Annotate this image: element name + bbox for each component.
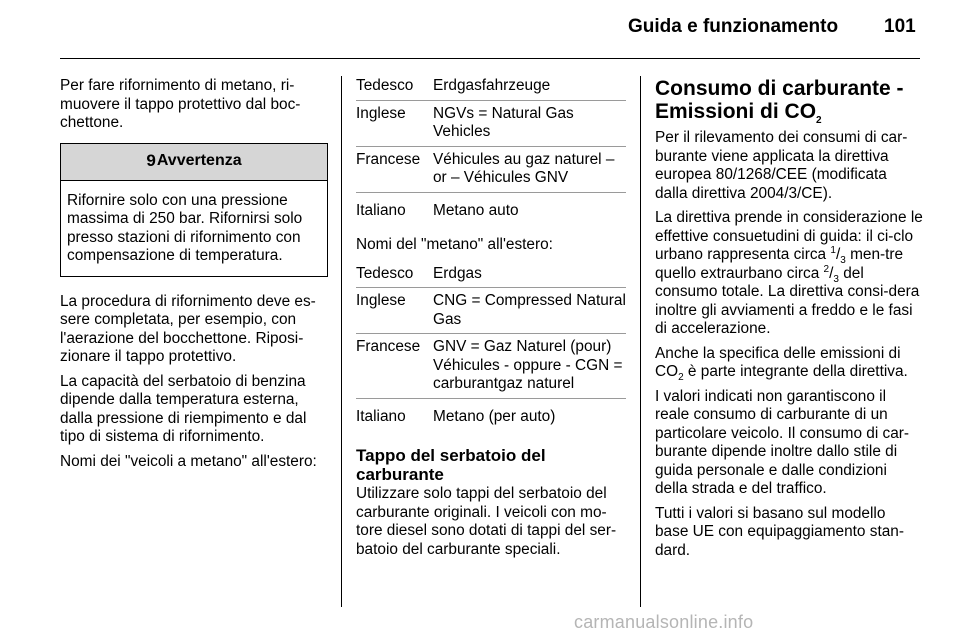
column-left <box>60 77 328 477</box>
paragraph-gas-names: Nomi del "metano" all'estero: <box>356 236 553 253</box>
table-value: Erdgasfahrzeuge <box>433 77 551 94</box>
table-lang: Inglese <box>356 104 406 122</box>
page-header-title: Guida e funzionamento <box>628 16 839 37</box>
fraction-denominator: 3 <box>840 255 846 267</box>
table-lang: Francese <box>356 150 421 168</box>
text-run: La direttiva prende in considerazione le effettive consuetudini di guida: il ci-clo urbano rappresenta circa <box>655 209 923 263</box>
gas-names-table <box>356 261 626 431</box>
vehicle-names-table <box>356 73 626 224</box>
table-row <box>356 101 626 146</box>
warning-icon: 9 <box>146 151 156 171</box>
warning-text: Rifornire solo con una pressione massima di 250 bar. Rifornirsi solo presso stazioni di rifornimento con compensazione di temperatura. <box>67 191 303 264</box>
table-lang: Inglese <box>356 292 406 309</box>
table-lang: Italiano <box>356 201 406 219</box>
column-right <box>655 77 923 566</box>
table-row <box>356 147 626 192</box>
fraction-denominator: 3 <box>833 273 839 285</box>
fraction-numerator: 2 <box>823 263 830 275</box>
paragraph-disclaimer: I valori indicati non garantiscono il reale consumo di carburante di un particolare veicolo. Il consumo di car-burante dipende inoltre dallo stile di guida personale e dalle condizioni della strada e del traffico. <box>655 387 910 497</box>
paragraph-vehicle-names: Nomi dei "veicoli a metano" all'estero: <box>60 452 317 470</box>
table-value: Metano auto <box>433 201 519 219</box>
page-number: 101 <box>884 16 916 37</box>
table-row <box>356 261 626 288</box>
paragraph-base-model: Tutti i valori si basano sul modello base UE con equipaggiamento stan-dard. <box>655 504 904 559</box>
section-heading-consumption <box>655 77 923 127</box>
text-run: del consumo totale. La direttiva consi-dera inoltre gli avviamenti a freddo e le fasi di accelerazione. <box>655 264 920 337</box>
table-value: Erdgas <box>433 264 482 282</box>
fraction-numerator: 1 <box>830 244 836 256</box>
warning-title: Avvertenza <box>156 152 242 170</box>
column-middle <box>356 77 626 565</box>
text-run: è parte integrante della direttiva. <box>683 363 908 380</box>
table-value: CNG = Compressed Natural Gas <box>433 292 626 328</box>
section-heading-fuel-cap: Tappo del serbatoio del carburante <box>356 446 546 484</box>
table-value: Véhicules au gaz naturel – or – Véhicules GNV <box>433 150 615 186</box>
table-lang: Italiano <box>356 407 406 425</box>
heading-text: Consumo di carburante - Emissioni di CO <box>655 77 904 123</box>
table-row <box>356 288 626 333</box>
table-lang: Tedesco <box>356 264 414 282</box>
table-lang: Francese <box>356 338 421 355</box>
column-divider-left <box>341 76 342 607</box>
co2-subscript: 2 <box>678 372 684 384</box>
intro-paragraph: Per fare rifornimento di metano, ri-muovere il tappo protettivo dal boc-chettone. <box>60 77 301 131</box>
table-row <box>356 193 626 225</box>
warning-header <box>61 144 327 181</box>
text-run: men-tre quello extraurbano circa <box>655 246 904 282</box>
table-lang: Tedesco <box>356 77 414 94</box>
paragraph-fuel-cap: Utilizzare solo tappi del serbatoio del carburante originali. I veicoli con mo-tore diesel sono dotati di tappi del ser-batoio del carburante speciali. <box>356 485 617 558</box>
table-value: Metano (per auto) <box>433 407 556 425</box>
paragraph-emissions <box>655 345 923 382</box>
table-row <box>356 399 626 431</box>
warning-box <box>60 143 328 277</box>
paragraph-capacity: La capacità del serbatoio di benzina dipende dalla temperatura esterna, dalla pressione di riempimento e dal tipo di sistema di rifornimento. <box>60 372 307 445</box>
table-row <box>356 334 626 398</box>
text-run: Anche la specifica delle emissioni di CO <box>655 344 901 380</box>
watermark: carmanualsonline.info <box>574 612 754 632</box>
paragraph-directive: La direttiva prende in considerazione le effettive consuetudini di guida: il ci-clo urbano rappresenta circa $^1/_3$ men-tre quello extraurbano circa $^2/_3$ del consumo totale. La direttiva consi-dera inoltre gli avviamenti a freddo e le fasi di accelerazione. <box>655 209 923 337</box>
heading-subscript: 2 <box>816 115 822 127</box>
column-divider-right <box>640 76 641 607</box>
table-value: NGVs = Natural Gas Vehicles <box>433 104 574 140</box>
header-rule <box>60 58 920 59</box>
table-row <box>356 73 626 100</box>
paragraph-procedure: La procedura di rifornimento deve es-sere completata, per esempio, con l'aerazione del bocchettone. Riposi-zionare il tappo protettivo. <box>60 292 316 365</box>
paragraph-measurement: Per il rilevamento dei consumi di car-burante viene applicata la direttiva europea 80/1268/CEE (modificata dalla direttiva 2004/3/CE). <box>655 129 908 202</box>
table-value: GNV = Gaz Naturel (pour) Véhicules - oppure - CGN = carburantgaz naturel <box>433 338 623 392</box>
